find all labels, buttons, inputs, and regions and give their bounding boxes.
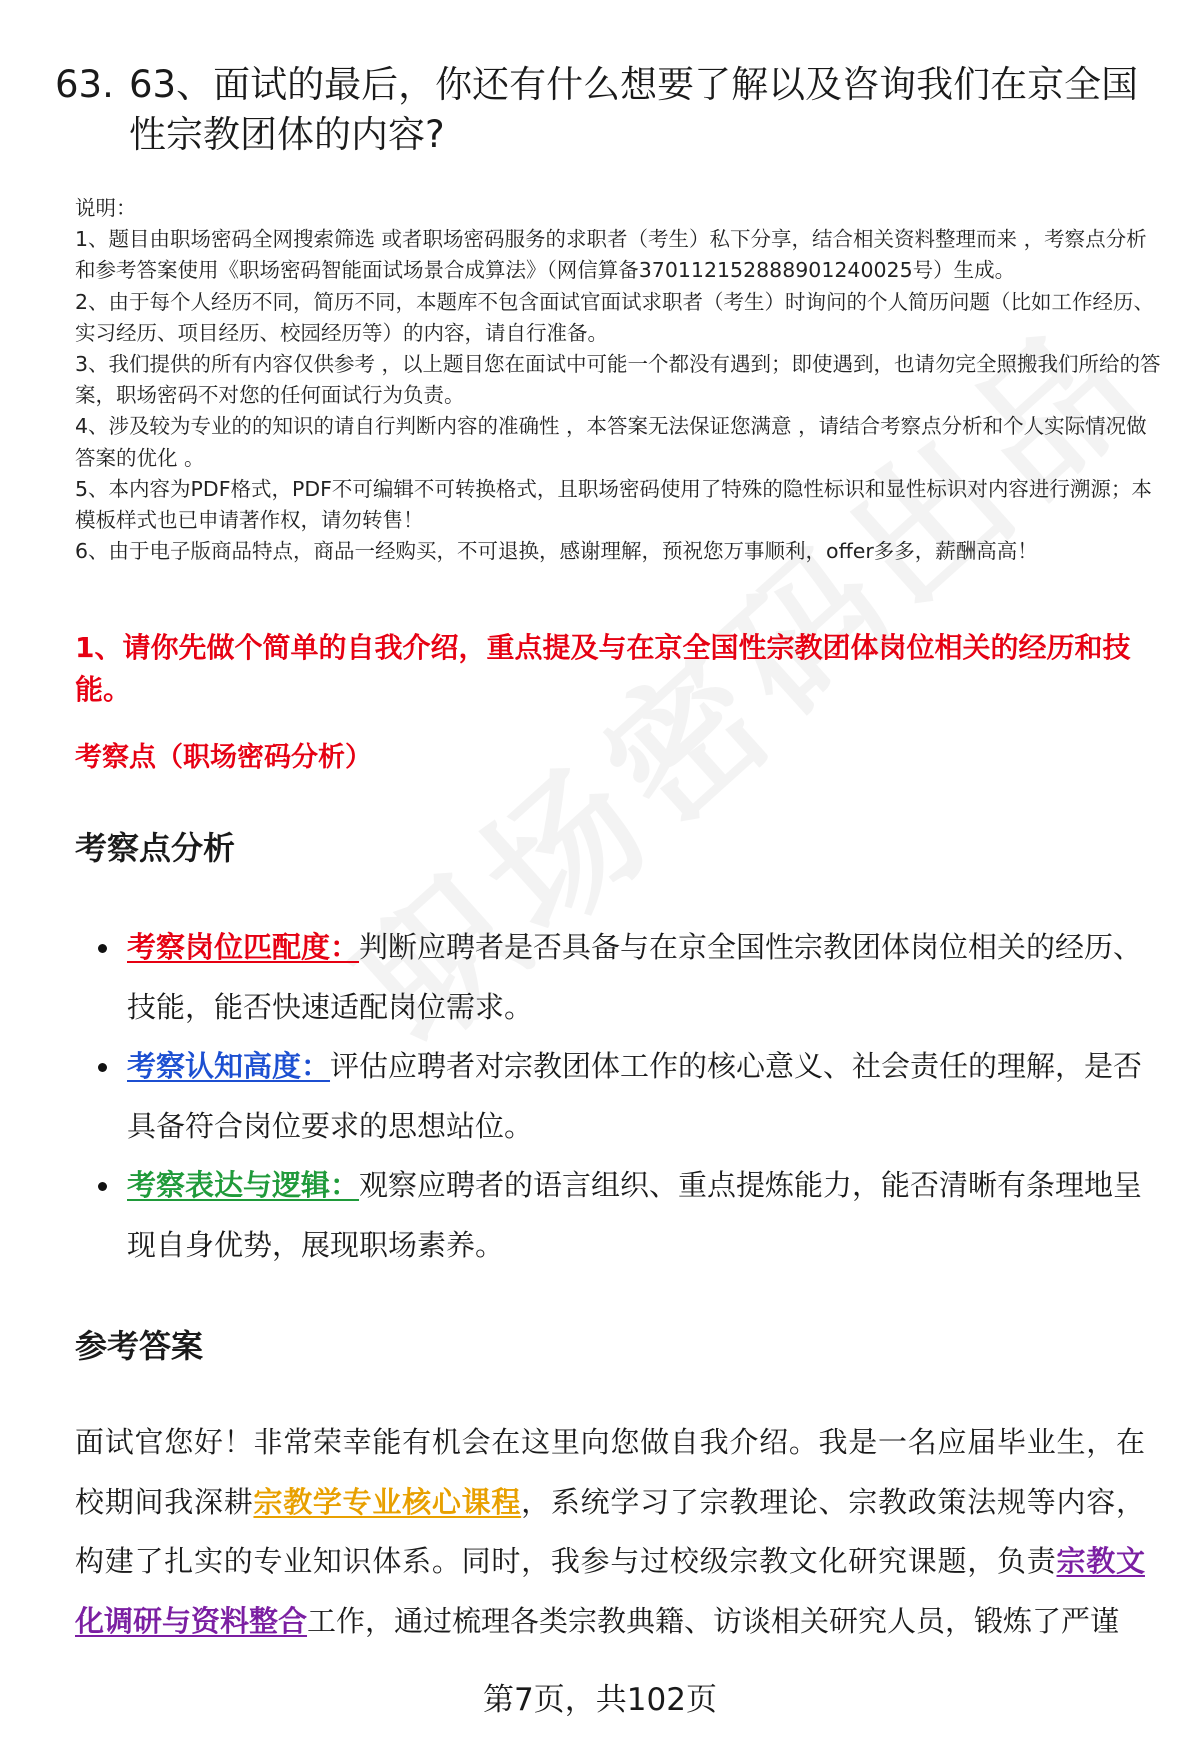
note-item: 3、我们提供的所有内容仅供参考 ，以上题目您在面试中可能一个都没有遇到；即使遇到，也请勿完全照搬我们所给的答案，职场密码不对您的任何面试行为负责。: [75, 352, 1161, 408]
sub-question: 1、请你先做个简单的自我介绍，重点提及与在京全国性宗教团体岗位相关的经历和技能。: [75, 631, 1131, 706]
answer-part: 工作，通过梳理各类宗教典籍、访谈相关研究人员，锻炼了严谨: [307, 1603, 1120, 1638]
question-text: 63、面试的最后，你还有什么想要了解以及咨询我们在京全国性宗教团体的内容?: [129, 63, 1139, 156]
note-item: 1、题目由职场密码全网搜索筛选 或者职场密码服务的求职者（考生）私下分享，结合相关资料整理而来 ，考察点分析和参考答案使用《职场密码智能面试场景合成算法》（网信算备370112152888901240025号）生成。: [75, 227, 1147, 283]
note-item: 2、由于每个人经历不同，简历不同，本题库不包含面试官面试求职者（考生）时询问的个人简历问题（比如工作经历、实习经历、项目经历、校园经历等）的内容，请自行准备。: [75, 289, 1155, 345]
notes-heading: 说明：: [75, 196, 137, 220]
answer-heading: 参考答案: [75, 1327, 204, 1365]
analysis-list: [75, 918, 1155, 1275]
bullet-icon: [98, 1182, 107, 1191]
question-title: [55, 60, 1145, 160]
answer-text: [75, 1413, 1145, 1651]
analysis-item: [75, 918, 1155, 1037]
analysis-heading: 考察点分析: [75, 829, 236, 867]
analysis-item-text: 观察应聘者的语言组织、重点提炼能力，能否清晰有条理地呈现自身优势，展现职场素养。: [127, 1168, 1143, 1262]
notes-block: [75, 193, 1165, 567]
question-number: 63.: [55, 63, 114, 106]
analysis-item-label: 考察表达与逻辑：: [127, 1168, 360, 1202]
analysis-item-label: 考察认知高度：: [127, 1049, 331, 1083]
answer-highlight: 宗教文化调研与资料整合: [75, 1544, 1145, 1638]
page-footer: 第7页，共102页: [483, 1682, 717, 1718]
note-item: 6、由于电子版商品特点，商品一经购买，不可退换，感谢理解，预祝您万事顺利，offer多多，薪酬高高！: [75, 539, 1038, 564]
answer-highlight: 宗教学专业核心课程: [253, 1484, 522, 1519]
bullet-icon: [98, 1063, 107, 1072]
assessment-points-label: 考察点（职场密码分析）: [75, 742, 372, 773]
note-item: 4、涉及较为专业的的知识的请自行判断内容的准确性 ，本答案无法保证您满意 ，请结合考察点分析和个人实际情况做答案的优化 。: [75, 414, 1147, 470]
analysis-item: [75, 1156, 1155, 1275]
analysis-item-label: 考察岗位匹配度：: [127, 930, 360, 964]
note-item: 5、本内容为PDF格式，PDF不可编辑不可转换格式，且职场密码使用了特殊的隐性标识和显性标识对内容进行溯源；本模板样式也已申请著作权，请勿转售！: [75, 476, 1152, 533]
bullet-icon: [98, 944, 107, 953]
answer-part: ，系统学习了宗教理论、宗教政策法规等内容，构建了扎实的专业知识体系。同时，我参与过校级宗教文化研究课题，负责: [75, 1484, 1145, 1578]
analysis-item: [75, 1037, 1155, 1156]
answer-part: 面试官您好！非常荣幸能有机会在这里向您做自我介绍。我是一名应届毕业生，在校期间我深耕: [75, 1425, 1145, 1519]
analysis-item-text: 评估应聘者对宗教团体工作的核心意义、社会责任的理解，是否具备符合岗位要求的思想站位。: [127, 1049, 1143, 1143]
analysis-item-text: 判断应聘者是否具备与在京全国性宗教团体岗位相关的经历、技能，能否快速适配岗位需求。: [127, 930, 1143, 1024]
